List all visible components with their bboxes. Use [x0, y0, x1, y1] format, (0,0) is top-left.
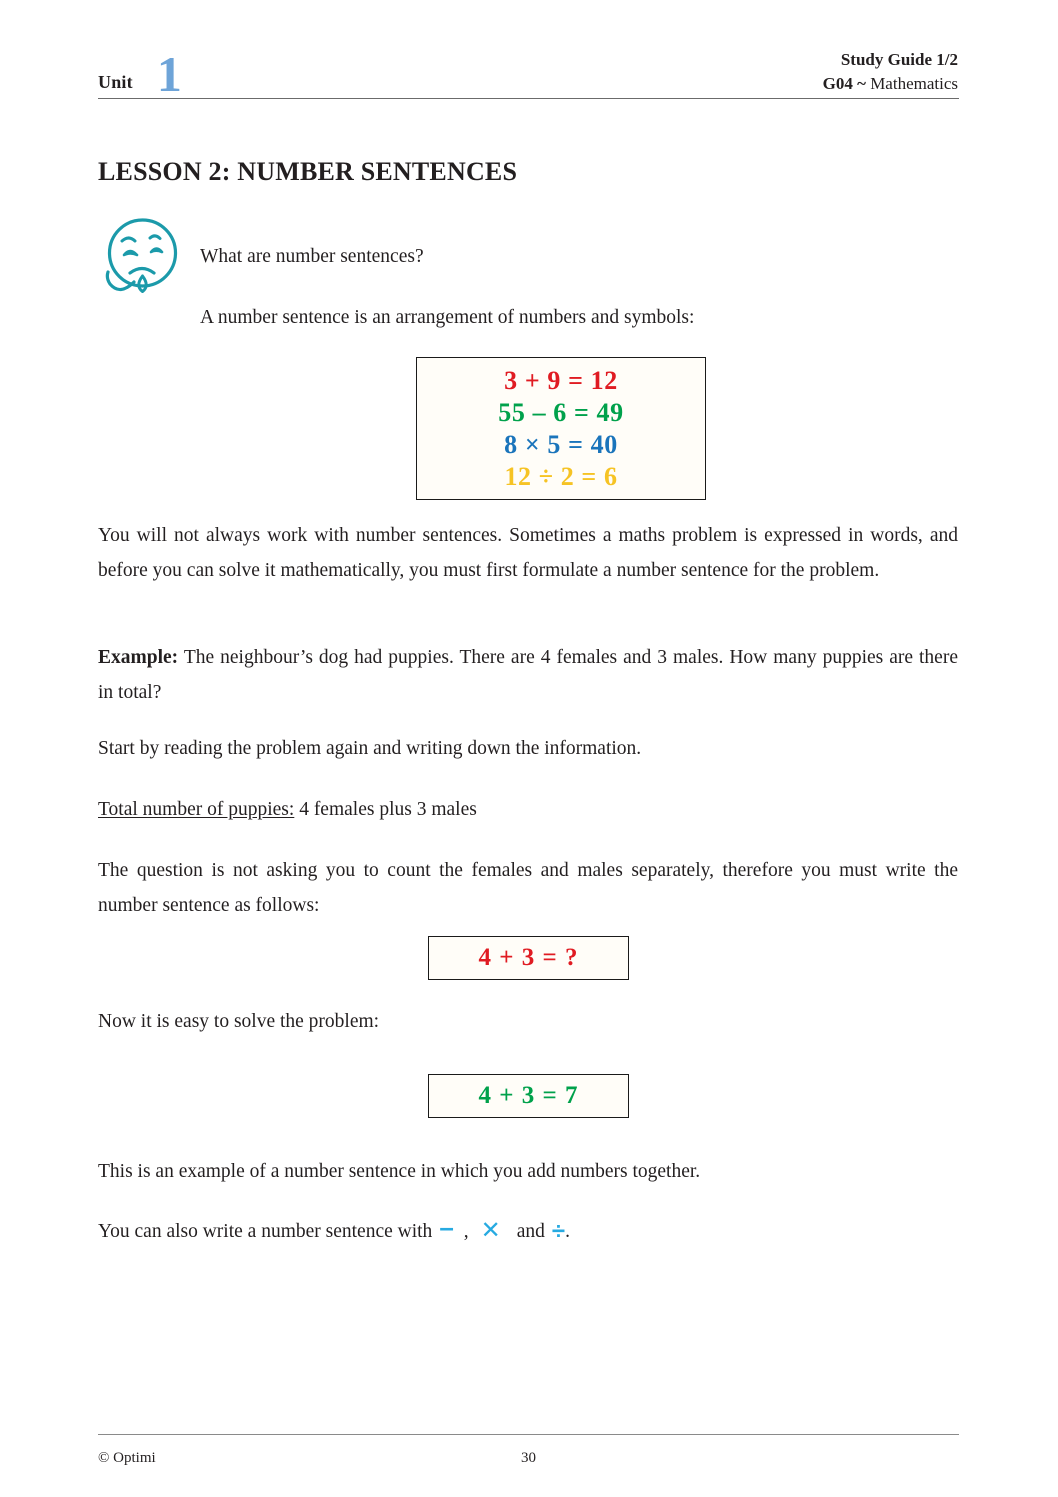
divide-icon: ÷: [551, 1218, 566, 1245]
equation-addition: 3 + 9 = 12: [504, 366, 618, 395]
total-puppies-label: Total number of puppies:: [98, 799, 295, 820]
copyright-label: © Optimi: [98, 1450, 156, 1466]
subject-name: Mathematics: [870, 74, 958, 94]
equation-subtraction: 55 – 6 = 49: [498, 398, 624, 427]
example-text: The neighbour’s dog had puppies. There are 4 females and 3 males. How many puppies are there in total?: [98, 647, 958, 703]
number-sentence-answer-box: [428, 1074, 629, 1118]
equation-answer: 4 + 3 = 7: [478, 1082, 579, 1109]
paragraph-not-always: You will not always work with number sentences. Sometimes a maths problem is expressed in words, and before you can solve it mathematically, you must first formulate a number sentence for the problem.: [98, 525, 958, 581]
paragraph-start-reading: Start by reading the problem again and writing down the information.: [98, 738, 642, 759]
number-sentence-examples-box: [416, 357, 706, 500]
study-guide-label: Study Guide 1/2: [840, 50, 958, 69]
paragraph-you-can-also: [98, 1214, 958, 1249]
equation-multiplication: 8 × 5 = 40: [504, 430, 618, 459]
unit-number: 1: [156, 45, 182, 102]
paragraph-total-puppies: [98, 792, 958, 827]
paragraph-now-easy: Now it is easy to solve the problem:: [98, 1011, 380, 1032]
unit-block: [98, 45, 182, 102]
lesson-intro: A number sentence is an arrangement of numbers and symbols:: [200, 307, 695, 328]
equation-question: 4 + 3 = ?: [478, 944, 579, 971]
minus-icon: –: [439, 1212, 454, 1242]
footer-divider: [98, 1434, 959, 1435]
total-puppies-value: 4 females plus 3 males: [299, 799, 477, 820]
example-label: Example:: [98, 647, 179, 668]
page-header: [98, 42, 958, 102]
paragraph-question-not-asking: The question is not asking you to count the females and males separately, therefore you must write the number sentence as follows:: [98, 860, 958, 916]
multiply-icon: ✕: [480, 1217, 501, 1244]
operator-and: and: [516, 1221, 545, 1242]
operator-period: .: [565, 1221, 570, 1242]
header-divider: [98, 98, 959, 99]
page-title: LESSON 2: NUMBER SENTENCES: [98, 157, 518, 186]
subject-line: [823, 72, 958, 96]
you-can-also-prefix: You can also write a number sentence with: [98, 1221, 433, 1242]
subject-code: G04 ~: [822, 74, 866, 94]
page-number: 30: [521, 1450, 536, 1466]
lesson-question: What are number sentences?: [200, 246, 424, 267]
number-sentence-question-box: [428, 936, 629, 980]
header-meta: [823, 48, 958, 96]
paragraph-example: [98, 640, 958, 710]
unit-label: Unit: [98, 72, 133, 92]
sad-face-drool-icon: [100, 214, 182, 299]
equation-division: 12 ÷ 2 = 6: [504, 462, 618, 491]
paragraph-this-is-example: This is an example of a number sentence in which you add numbers together.: [98, 1161, 701, 1182]
operator-comma: ,: [463, 1221, 469, 1242]
